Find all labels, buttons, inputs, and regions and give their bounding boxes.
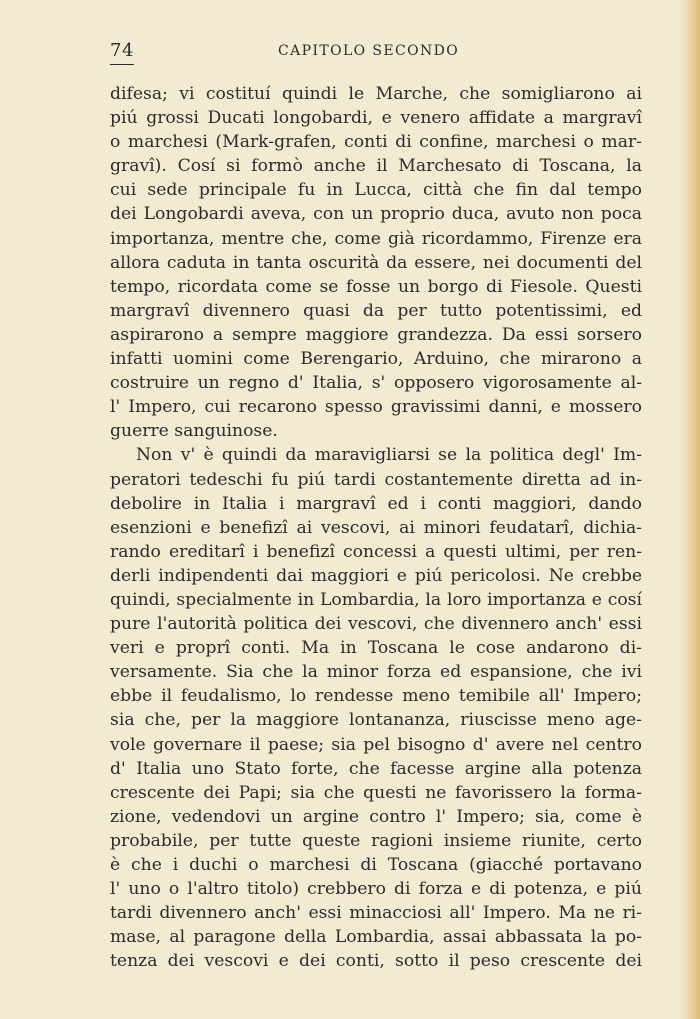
text-line: sia che, per la maggiore lontananza, riuscisse meno age- [110, 710, 642, 731]
running-head: CAPITOLO SECONDO [278, 43, 460, 59]
text-line: è che i duchi o marchesi di Toscana (giacché portavano [110, 855, 642, 875]
text-line: mase, al paragone della Lombardia, assai abbassata la po- [110, 927, 642, 948]
text-line: tempo, ricordata come se fosse un borgo di Fiesole. Questi [110, 276, 642, 297]
paragraph-start-line: Non v' è quindi da maravigliarsi se la politica degl' Im- [136, 445, 642, 466]
text-line: ebbe il feudalismo, lo rendesse meno temibile all' Impero; [110, 686, 642, 707]
body-text [110, 82, 642, 973]
text-line: d' Italia uno Stato forte, che facesse argine alla potenza [110, 758, 642, 779]
text-line: zione, vedendovi un argine contro l' Impero; sia, come è [110, 806, 642, 827]
text-line: tardi divennero anch' essi minacciosi all' Impero. Ma ne ri- [110, 903, 642, 924]
text-line: peratori tedeschi fu piú tardi costantemente diretta ad in- [110, 469, 642, 490]
text-line: cui sede principale fu in Lucca, città che fin dal tempo [110, 180, 642, 201]
text-line: l' Impero, cui recarono spesso gravissimi danni, e mossero [110, 397, 642, 418]
text-line: quindi, specialmente in Lombardia, la loro importanza e cosí [110, 589, 642, 610]
text-line: o marchesi (Mark-grafen, conti di confine, marchesi o mar- [110, 132, 642, 153]
text-line: veri e proprî conti. Ma in Toscana le cose andarono di- [110, 638, 642, 659]
text-line: tenza dei vescovi e dei conti, sotto il peso crescente dei [110, 951, 642, 972]
text-line: gravî). Cosí si formò anche il Marchesato di Toscana, la [110, 156, 642, 177]
text-line: infatti uomini come Berengario, Arduino, che mirarono a [110, 349, 642, 370]
text-line: crescente dei Papi; sia che questi ne favorissero la forma- [110, 782, 642, 803]
text-line: derli indipendenti dai maggiori e piú pericolosi. Ne crebbe [110, 565, 642, 586]
text-line: vole governare il paese; sia pel bisogno d' avere nel centro [110, 734, 642, 755]
text-line: margravî divennero quasi da per tutto potentissimi, ed [110, 300, 642, 321]
text-line: difesa; vi costituí quindi le Marche, che somigliarono ai [110, 84, 642, 104]
paragraph-end-line: guerre sanguinose. [110, 421, 278, 442]
text-line: aspirarono a sempre maggiore grandezza. Da essi sorsero [110, 324, 642, 345]
text-line: dei Longobardi aveva, con un proprio duca, avuto non poca [110, 204, 642, 225]
page-edge-shadow [678, 0, 700, 1019]
text-line: probabile, per tutte queste ragioni insieme riunite, certo [110, 830, 642, 851]
text-line: l' uno o l'altro titolo) crebbero di forza e di potenza, e piú [110, 879, 642, 900]
text-line: allora caduta in tanta oscurità da essere, nei documenti del [110, 252, 642, 273]
text-line: debolire in Italia i margravî ed i conti maggiori, dando [110, 493, 642, 514]
text-line: pure l'autorità politica dei vescovi, che divennero anch' essi [110, 614, 642, 635]
page-header [110, 38, 642, 68]
text-line: piú grossi Ducati longobardi, e venero affidate a margravî [110, 108, 642, 129]
text-line: costruire un regno d' Italia, s' opposero vigorosamente al- [110, 373, 642, 394]
text-line: rando ereditarî i benefizî concessi a questi ultimi, per ren- [110, 541, 642, 562]
text-line: esenzioni e benefizî ai vescovi, ai minori feudatarî, dichia- [110, 517, 642, 538]
page-number: 74 [110, 40, 134, 61]
text-line: versamente. Sia che la minor forza ed espansione, che ivi [110, 662, 642, 683]
text-line: importanza, mentre che, come già ricordammo, Firenze era [110, 228, 642, 249]
